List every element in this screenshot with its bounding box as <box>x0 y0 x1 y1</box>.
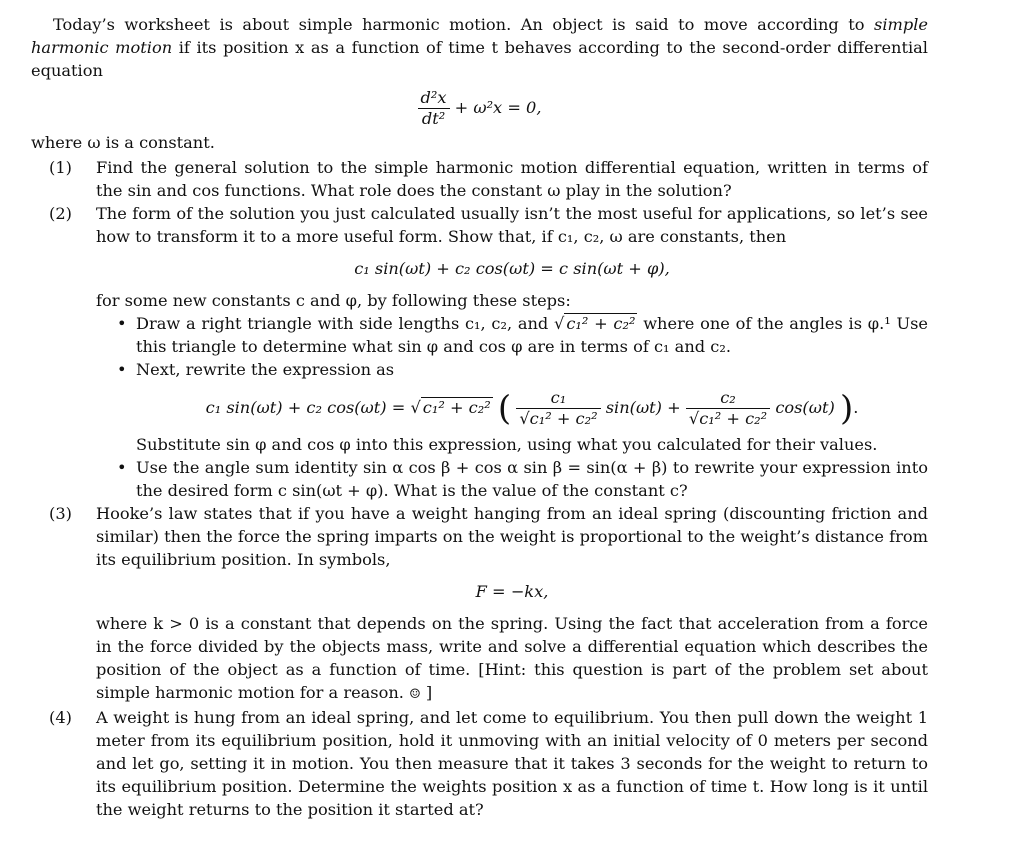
bullet-2-equation: c₁ sin(ωt) + c₂ cos(ωt) = √ c₁² + c₂² ( $\frac{\text{c₁}}{\text{√c₁² + c₂²}}$ sin(ωt) + $\frac{\text{c₂}}{\text{√c₁² + c₂²}}$ cos(ωt) ). <box>205 388 859 429</box>
intro-line1: Today’s worksheet is about simple harmonic motion. An object is said to move according to <box>53 15 865 34</box>
where-line: where ω is a constant. <box>31 133 215 152</box>
main-equation-denominator: dt² <box>421 109 446 128</box>
right-paren: ) <box>839 388 854 429</box>
smiley-icon: ☺ <box>409 687 421 702</box>
bullet-2-eq-left: c₁ sin(ωt) + c₂ cos(ωt) = <box>205 398 406 417</box>
question-1-number: (1) <box>49 158 72 177</box>
bullet-2 <box>96 358 928 456</box>
question-2 <box>31 202 928 502</box>
intro-line2: if its position x as a function of time t behaves according to the second-order differential equation <box>31 38 928 80</box>
question-3-after-text: where k > 0 is a constant that depends on the spring. Using the fact that acceleration from a force in the force divided by the objects mass, write and solve a differential equation which describes the position of the object as a function of time. [Hint: this question is part of the problem set about simple harmonic motion for a reason. <box>96 614 928 702</box>
question-3-number: (3) <box>49 504 72 523</box>
bullet-3 <box>96 456 928 502</box>
bullet-2-eq-end: cos(ωt) <box>775 398 835 417</box>
bullet-2-substitute: Substitute sin φ and cos φ into this expression, using what you calculated for their values. <box>136 435 878 454</box>
bullet-3-text: Use the angle sum identity sin α cos β + cos α sin β = sin(α + β) to rewrite your expression into the desired form c sin(ωt + φ). What is the value of the constant c? <box>136 458 928 500</box>
question-1 <box>31 156 928 202</box>
question-3-after <box>96 612 928 706</box>
bullet-1-sqrt: √ c₁² + c₂² <box>554 314 636 333</box>
bullet-dot: • <box>117 458 127 477</box>
left-paren: ( <box>497 388 512 429</box>
question-3-equation: F = −kx, <box>475 582 549 601</box>
worksheet-page <box>31 13 928 821</box>
main-equation-numerator: d²x <box>418 88 450 109</box>
question-4-text: A weight is hung from an ideal spring, and let come to equilibrium. You then pull down the weight 1 meter from its equilibrium position, hold it unmoving with an initial velocity of 0 meters per second and let go, setting it in motion. You then measure that it takes 3 seconds for the weight to return to its equilibrium position. Determine the weights position x as a function of time t. How long is it until the weight returns to the position it started at? <box>96 708 928 819</box>
question-3-text: Hooke’s law states that if you have a weight hanging from an ideal spring (discounting friction and similar) then the force the spring imparts on the weight is proportional to the weight’s distance from its equilibrium position. In symbols, <box>96 504 928 569</box>
question-list <box>31 156 928 821</box>
question-2-text: The form of the solution you just calculated usually isn’t the most useful for applications, so let’s see how to transform it to a more useful form. Show that, if c₁, c₂, ω are constants, then <box>96 204 928 246</box>
bullet-dot: • <box>117 360 127 379</box>
bullet-2-eq-sqrt: √ c₁² + c₂² <box>410 398 491 417</box>
question-3-close: ] <box>425 683 433 702</box>
bullet-1-text <box>136 312 928 358</box>
bullet-dot: • <box>117 314 127 333</box>
bullet-2-frac-1: $\frac{\text{c₁}}{\text{√c₁² + c₂²}}$ <box>516 388 600 429</box>
bullet-1 <box>96 312 928 358</box>
intro-paragraph <box>31 13 928 82</box>
question-2-number: (2) <box>49 204 72 223</box>
question-1-text: Find the general solution to the simple harmonic motion differential equation, written in terms of the sin and cos functions. What role does the constant ω play in the solution? <box>96 158 928 200</box>
bullet-1-part2: where one of the angles is φ.¹ Use this triangle to determine what sin φ and cos φ are in terms of c₁ and c₂. <box>136 314 928 356</box>
main-equation <box>31 88 928 129</box>
bullet-2-text: Next, rewrite the expression as <box>136 360 395 379</box>
intro-term: simple harmonic motion <box>31 15 928 57</box>
question-4-number: (4) <box>49 708 72 727</box>
question-4 <box>31 706 928 821</box>
bullet-1-part1: Draw a right triangle with side lengths c₁, c₂, and <box>136 314 549 333</box>
question-3 <box>31 502 928 706</box>
main-equation-fraction <box>418 88 450 129</box>
main-equation-rest: + ω²x = 0, <box>454 98 542 117</box>
bullet-2-eq-mid: sin(ωt) + <box>605 398 681 417</box>
question-2-after: for some new constants c and φ, by following these steps: <box>96 291 571 310</box>
bullet-2-frac-2: $\frac{\text{c₂}}{\text{√c₁² + c₂²}}$ <box>686 388 770 429</box>
question-2-equation: c₁ sin(ωt) + c₂ cos(ωt) = c sin(ωt + φ), <box>354 259 670 278</box>
